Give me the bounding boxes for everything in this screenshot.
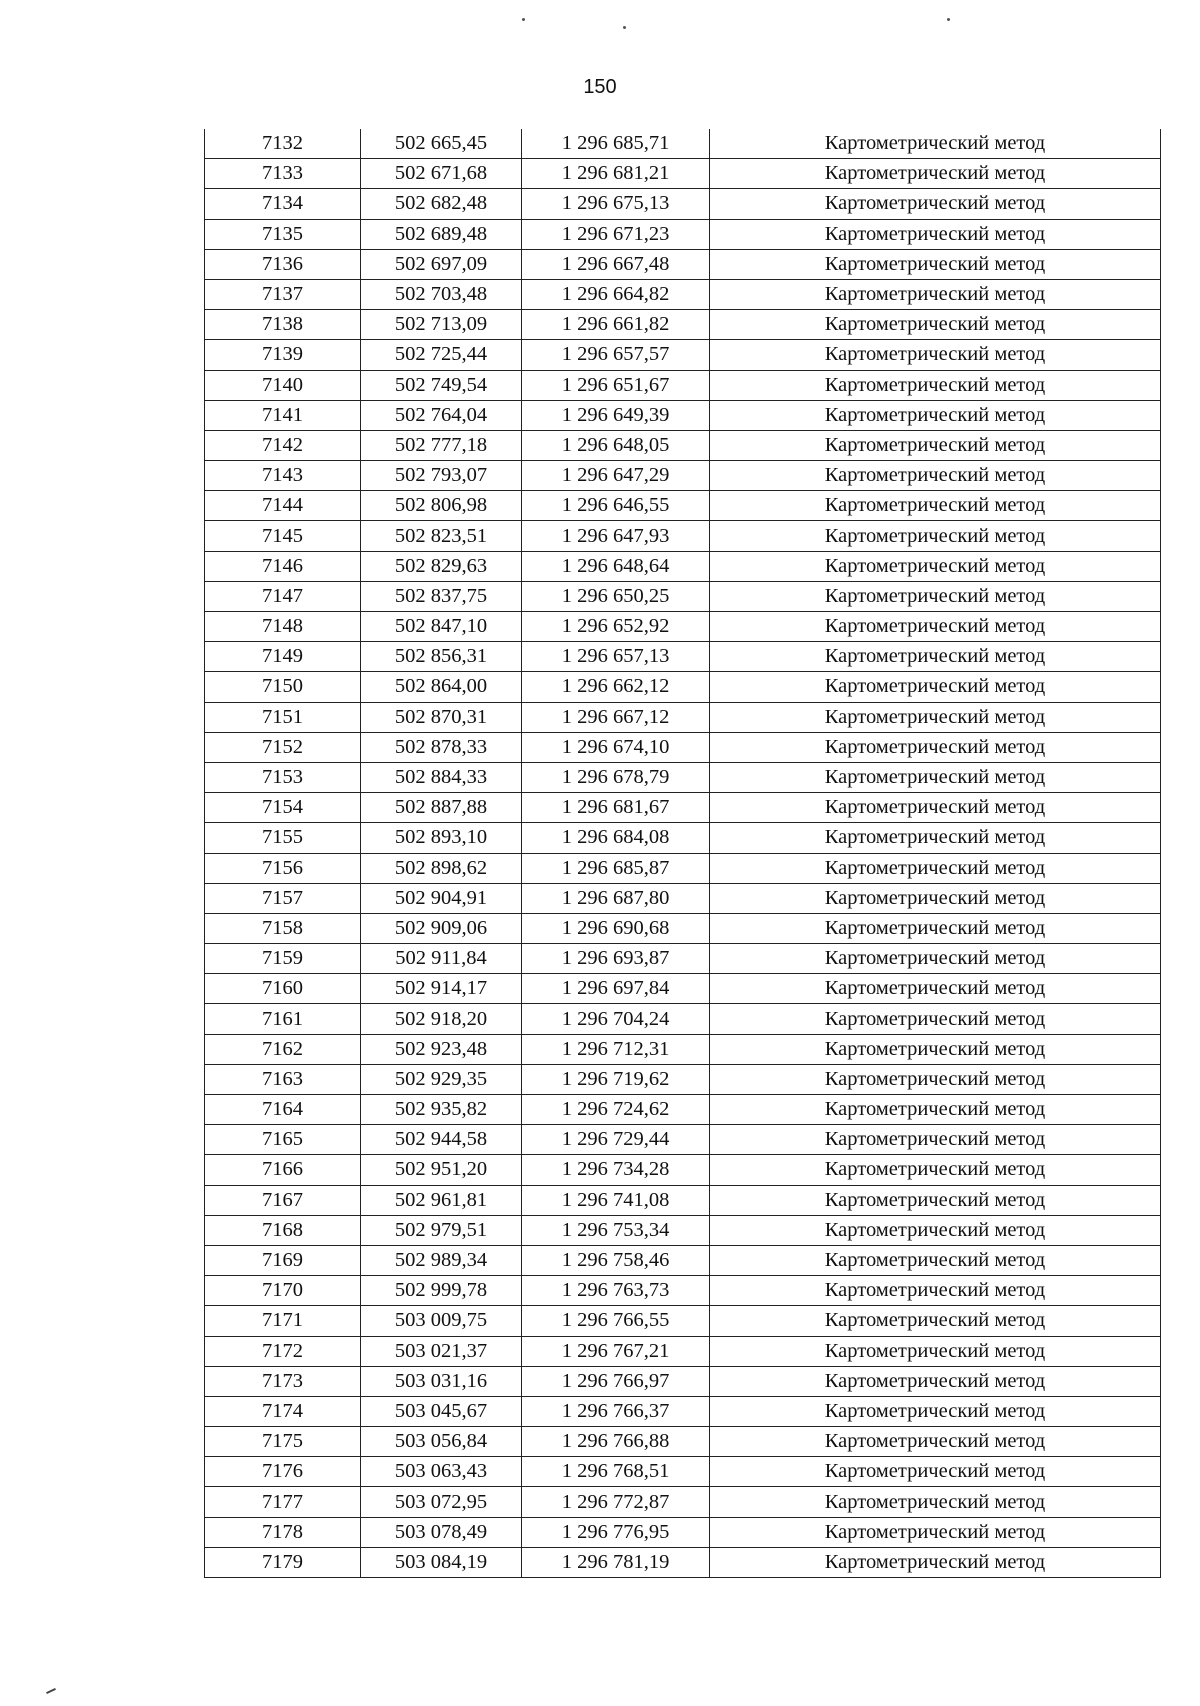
x-coordinate-cell: 502 887,88 — [361, 793, 522, 823]
table-row — [205, 340, 1161, 370]
point-number-cell: 7167 — [205, 1185, 361, 1215]
y-coordinate-cell: 1 296 766,97 — [522, 1366, 710, 1396]
y-coordinate-cell: 1 296 690,68 — [522, 913, 710, 943]
table-row — [205, 491, 1161, 521]
y-coordinate-cell: 1 296 647,29 — [522, 461, 710, 491]
y-coordinate-cell: 1 296 649,39 — [522, 400, 710, 430]
y-coordinate-cell: 1 296 651,67 — [522, 370, 710, 400]
method-cell: Картометрический метод — [710, 732, 1161, 762]
x-coordinate-cell: 503 021,37 — [361, 1336, 522, 1366]
x-coordinate-cell: 502 979,51 — [361, 1215, 522, 1245]
table-row — [205, 249, 1161, 279]
point-number-cell: 7136 — [205, 249, 361, 279]
x-coordinate-cell: 502 823,51 — [361, 521, 522, 551]
x-coordinate-cell: 502 749,54 — [361, 370, 522, 400]
table-row — [205, 1517, 1161, 1547]
table-row — [205, 1457, 1161, 1487]
table-row — [205, 732, 1161, 762]
y-coordinate-cell: 1 296 704,24 — [522, 1004, 710, 1034]
table-row — [205, 883, 1161, 913]
y-coordinate-cell: 1 296 681,21 — [522, 159, 710, 189]
y-coordinate-cell: 1 296 766,88 — [522, 1427, 710, 1457]
table-row — [205, 1306, 1161, 1336]
point-number-cell: 7141 — [205, 400, 361, 430]
point-number-cell: 7166 — [205, 1155, 361, 1185]
scan-artifact-dot — [623, 26, 626, 29]
y-coordinate-cell: 1 296 667,48 — [522, 249, 710, 279]
point-number-cell: 7165 — [205, 1125, 361, 1155]
y-coordinate-cell: 1 296 776,95 — [522, 1517, 710, 1547]
y-coordinate-cell: 1 296 767,21 — [522, 1336, 710, 1366]
point-number-cell: 7143 — [205, 461, 361, 491]
table-row — [205, 1276, 1161, 1306]
scan-artifact-dot — [947, 18, 950, 21]
y-coordinate-cell: 1 296 678,79 — [522, 762, 710, 792]
method-cell: Картометрический метод — [710, 1064, 1161, 1094]
table-row — [205, 1064, 1161, 1094]
x-coordinate-cell: 502 864,00 — [361, 672, 522, 702]
table-row — [205, 461, 1161, 491]
x-coordinate-cell: 502 935,82 — [361, 1095, 522, 1125]
x-coordinate-cell: 502 909,06 — [361, 913, 522, 943]
y-coordinate-cell: 1 296 772,87 — [522, 1487, 710, 1517]
x-coordinate-cell: 503 063,43 — [361, 1457, 522, 1487]
method-cell: Картометрический метод — [710, 279, 1161, 309]
table-row — [205, 189, 1161, 219]
x-coordinate-cell: 502 911,84 — [361, 944, 522, 974]
table-row — [205, 370, 1161, 400]
coordinates-table — [204, 129, 1161, 1578]
y-coordinate-cell: 1 296 647,93 — [522, 521, 710, 551]
y-coordinate-cell: 1 296 693,87 — [522, 944, 710, 974]
table-row — [205, 1034, 1161, 1064]
method-cell: Картометрический метод — [710, 702, 1161, 732]
method-cell: Картометрический метод — [710, 1547, 1161, 1577]
table-row — [205, 612, 1161, 642]
x-coordinate-cell: 502 725,44 — [361, 340, 522, 370]
y-coordinate-cell: 1 296 729,44 — [522, 1125, 710, 1155]
x-coordinate-cell: 502 829,63 — [361, 551, 522, 581]
table-row — [205, 1125, 1161, 1155]
table-row — [205, 944, 1161, 974]
table-row — [205, 1215, 1161, 1245]
method-cell: Картометрический метод — [710, 1487, 1161, 1517]
x-coordinate-cell: 502 671,68 — [361, 159, 522, 189]
method-cell: Картометрический метод — [710, 1004, 1161, 1034]
point-number-cell: 7132 — [205, 129, 361, 159]
x-coordinate-cell: 502 856,31 — [361, 642, 522, 672]
table-row — [205, 551, 1161, 581]
method-cell: Картометрический метод — [710, 944, 1161, 974]
point-number-cell: 7157 — [205, 883, 361, 913]
method-cell: Картометрический метод — [710, 974, 1161, 1004]
x-coordinate-cell: 502 898,62 — [361, 853, 522, 883]
table-row — [205, 1155, 1161, 1185]
page-number: 150 — [583, 76, 617, 98]
y-coordinate-cell: 1 296 766,37 — [522, 1396, 710, 1426]
x-coordinate-cell: 502 989,34 — [361, 1245, 522, 1275]
x-coordinate-cell: 502 682,48 — [361, 189, 522, 219]
y-coordinate-cell: 1 296 648,05 — [522, 430, 710, 460]
point-number-cell: 7172 — [205, 1336, 361, 1366]
x-coordinate-cell: 502 697,09 — [361, 249, 522, 279]
y-coordinate-cell: 1 296 712,31 — [522, 1034, 710, 1064]
point-number-cell: 7142 — [205, 430, 361, 460]
point-number-cell: 7156 — [205, 853, 361, 883]
x-coordinate-cell: 502 713,09 — [361, 310, 522, 340]
table-row — [205, 913, 1161, 943]
point-number-cell: 7171 — [205, 1306, 361, 1336]
y-coordinate-cell: 1 296 652,92 — [522, 612, 710, 642]
method-cell: Картометрический метод — [710, 1034, 1161, 1064]
point-number-cell: 7138 — [205, 310, 361, 340]
method-cell: Картометрический метод — [710, 642, 1161, 672]
y-coordinate-cell: 1 296 684,08 — [522, 823, 710, 853]
point-number-cell: 7168 — [205, 1215, 361, 1245]
y-coordinate-cell: 1 296 671,23 — [522, 219, 710, 249]
point-number-cell: 7150 — [205, 672, 361, 702]
method-cell: Картометрический метод — [710, 1276, 1161, 1306]
method-cell: Картометрический метод — [710, 1427, 1161, 1457]
point-number-cell: 7149 — [205, 642, 361, 672]
x-coordinate-cell: 502 764,04 — [361, 400, 522, 430]
table-row — [205, 793, 1161, 823]
point-number-cell: 7154 — [205, 793, 361, 823]
x-coordinate-cell: 503 084,19 — [361, 1547, 522, 1577]
table-row — [205, 1004, 1161, 1034]
x-coordinate-cell: 502 806,98 — [361, 491, 522, 521]
method-cell: Картометрический метод — [710, 249, 1161, 279]
point-number-cell: 7152 — [205, 732, 361, 762]
method-cell: Картометрический метод — [710, 1215, 1161, 1245]
x-coordinate-cell: 503 072,95 — [361, 1487, 522, 1517]
point-number-cell: 7155 — [205, 823, 361, 853]
method-cell: Картометрический метод — [710, 1155, 1161, 1185]
point-number-cell: 7133 — [205, 159, 361, 189]
point-number-cell: 7153 — [205, 762, 361, 792]
table-row — [205, 642, 1161, 672]
point-number-cell: 7162 — [205, 1034, 361, 1064]
point-number-cell: 7146 — [205, 551, 361, 581]
method-cell: Картометрический метод — [710, 340, 1161, 370]
x-coordinate-cell: 503 056,84 — [361, 1427, 522, 1457]
point-number-cell: 7163 — [205, 1064, 361, 1094]
x-coordinate-cell: 502 884,33 — [361, 762, 522, 792]
y-coordinate-cell: 1 296 657,57 — [522, 340, 710, 370]
y-coordinate-cell: 1 296 741,08 — [522, 1185, 710, 1215]
x-coordinate-cell: 502 777,18 — [361, 430, 522, 460]
y-coordinate-cell: 1 296 674,10 — [522, 732, 710, 762]
y-coordinate-cell: 1 296 685,71 — [522, 129, 710, 159]
method-cell: Картометрический метод — [710, 370, 1161, 400]
table-row — [205, 430, 1161, 460]
point-number-cell: 7177 — [205, 1487, 361, 1517]
method-cell: Картометрический метод — [710, 400, 1161, 430]
x-coordinate-cell: 502 904,91 — [361, 883, 522, 913]
method-cell: Картометрический метод — [710, 521, 1161, 551]
point-number-cell: 7178 — [205, 1517, 361, 1547]
method-cell: Картометрический метод — [710, 551, 1161, 581]
method-cell: Картометрический метод — [710, 219, 1161, 249]
point-number-cell: 7169 — [205, 1245, 361, 1275]
x-coordinate-cell: 502 951,20 — [361, 1155, 522, 1185]
table-row — [205, 1487, 1161, 1517]
point-number-cell: 7174 — [205, 1396, 361, 1426]
y-coordinate-cell: 1 296 781,19 — [522, 1547, 710, 1577]
y-coordinate-cell: 1 296 675,13 — [522, 189, 710, 219]
method-cell: Картометрический метод — [710, 1396, 1161, 1426]
table-row — [205, 702, 1161, 732]
x-coordinate-cell: 503 078,49 — [361, 1517, 522, 1547]
method-cell: Картометрический метод — [710, 1517, 1161, 1547]
y-coordinate-cell: 1 296 664,82 — [522, 279, 710, 309]
point-number-cell: 7137 — [205, 279, 361, 309]
method-cell: Картометрический метод — [710, 823, 1161, 853]
x-coordinate-cell: 502 914,17 — [361, 974, 522, 1004]
x-coordinate-cell: 502 847,10 — [361, 612, 522, 642]
x-coordinate-cell: 502 793,07 — [361, 461, 522, 491]
method-cell: Картометрический метод — [710, 672, 1161, 702]
point-number-cell: 7140 — [205, 370, 361, 400]
table-row — [205, 219, 1161, 249]
x-coordinate-cell: 503 031,16 — [361, 1366, 522, 1396]
table-row — [205, 853, 1161, 883]
table-row — [205, 159, 1161, 189]
method-cell: Картометрический метод — [710, 762, 1161, 792]
method-cell: Картометрический метод — [710, 159, 1161, 189]
method-cell: Картометрический метод — [710, 913, 1161, 943]
table-row — [205, 1185, 1161, 1215]
scan-artifact-mark — [46, 1688, 56, 1694]
table-row — [205, 1427, 1161, 1457]
table-row — [205, 129, 1161, 159]
x-coordinate-cell: 502 703,48 — [361, 279, 522, 309]
table-row — [205, 974, 1161, 1004]
method-cell: Картометрический метод — [710, 1125, 1161, 1155]
method-cell: Картометрический метод — [710, 793, 1161, 823]
method-cell: Картометрический метод — [710, 430, 1161, 460]
y-coordinate-cell: 1 296 687,80 — [522, 883, 710, 913]
method-cell: Картометрический метод — [710, 1336, 1161, 1366]
y-coordinate-cell: 1 296 648,64 — [522, 551, 710, 581]
table-row — [205, 823, 1161, 853]
y-coordinate-cell: 1 296 734,28 — [522, 1155, 710, 1185]
y-coordinate-cell: 1 296 719,62 — [522, 1064, 710, 1094]
y-coordinate-cell: 1 296 667,12 — [522, 702, 710, 732]
method-cell: Картометрический метод — [710, 581, 1161, 611]
method-cell: Картометрический метод — [710, 1457, 1161, 1487]
point-number-cell: 7176 — [205, 1457, 361, 1487]
point-number-cell: 7175 — [205, 1427, 361, 1457]
coordinates-table-body — [205, 129, 1161, 1578]
x-coordinate-cell: 502 918,20 — [361, 1004, 522, 1034]
x-coordinate-cell: 502 944,58 — [361, 1125, 522, 1155]
table-row — [205, 310, 1161, 340]
table-row — [205, 400, 1161, 430]
method-cell: Картометрический метод — [710, 1245, 1161, 1275]
y-coordinate-cell: 1 296 661,82 — [522, 310, 710, 340]
x-coordinate-cell: 503 009,75 — [361, 1306, 522, 1336]
x-coordinate-cell: 502 999,78 — [361, 1276, 522, 1306]
method-cell: Картометрический метод — [710, 1185, 1161, 1215]
method-cell: Картометрический метод — [710, 491, 1161, 521]
point-number-cell: 7158 — [205, 913, 361, 943]
table-row — [205, 1245, 1161, 1275]
table-row — [205, 672, 1161, 702]
table-row — [205, 1547, 1161, 1577]
point-number-cell: 7148 — [205, 612, 361, 642]
x-coordinate-cell: 502 878,33 — [361, 732, 522, 762]
table-row — [205, 1366, 1161, 1396]
scan-artifact-dot — [522, 18, 525, 21]
x-coordinate-cell: 502 923,48 — [361, 1034, 522, 1064]
point-number-cell: 7139 — [205, 340, 361, 370]
point-number-cell: 7179 — [205, 1547, 361, 1577]
x-coordinate-cell: 502 961,81 — [361, 1185, 522, 1215]
method-cell: Картометрический метод — [710, 883, 1161, 913]
y-coordinate-cell: 1 296 753,34 — [522, 1215, 710, 1245]
table-row — [205, 521, 1161, 551]
table-row — [205, 279, 1161, 309]
point-number-cell: 7161 — [205, 1004, 361, 1034]
y-coordinate-cell: 1 296 758,46 — [522, 1245, 710, 1275]
table-row — [205, 1336, 1161, 1366]
x-coordinate-cell: 502 837,75 — [361, 581, 522, 611]
y-coordinate-cell: 1 296 646,55 — [522, 491, 710, 521]
method-cell: Картометрический метод — [710, 461, 1161, 491]
method-cell: Картометрический метод — [710, 129, 1161, 159]
y-coordinate-cell: 1 296 763,73 — [522, 1276, 710, 1306]
point-number-cell: 7151 — [205, 702, 361, 732]
point-number-cell: 7135 — [205, 219, 361, 249]
point-number-cell: 7170 — [205, 1276, 361, 1306]
point-number-cell: 7145 — [205, 521, 361, 551]
x-coordinate-cell: 502 689,48 — [361, 219, 522, 249]
x-coordinate-cell: 502 665,45 — [361, 129, 522, 159]
y-coordinate-cell: 1 296 650,25 — [522, 581, 710, 611]
method-cell: Картометрический метод — [710, 1366, 1161, 1396]
method-cell: Картометрический метод — [710, 612, 1161, 642]
table-row — [205, 762, 1161, 792]
table-row — [205, 1095, 1161, 1125]
x-coordinate-cell: 502 929,35 — [361, 1064, 522, 1094]
method-cell: Картометрический метод — [710, 1306, 1161, 1336]
point-number-cell: 7144 — [205, 491, 361, 521]
method-cell: Картометрический метод — [710, 189, 1161, 219]
point-number-cell: 7134 — [205, 189, 361, 219]
point-number-cell: 7164 — [205, 1095, 361, 1125]
point-number-cell: 7173 — [205, 1366, 361, 1396]
y-coordinate-cell: 1 296 657,13 — [522, 642, 710, 672]
y-coordinate-cell: 1 296 697,84 — [522, 974, 710, 1004]
table-row — [205, 581, 1161, 611]
y-coordinate-cell: 1 296 662,12 — [522, 672, 710, 702]
point-number-cell: 7147 — [205, 581, 361, 611]
method-cell: Картометрический метод — [710, 1095, 1161, 1125]
point-number-cell: 7160 — [205, 974, 361, 1004]
method-cell: Картометрический метод — [710, 310, 1161, 340]
y-coordinate-cell: 1 296 685,87 — [522, 853, 710, 883]
y-coordinate-cell: 1 296 681,67 — [522, 793, 710, 823]
y-coordinate-cell: 1 296 768,51 — [522, 1457, 710, 1487]
point-number-cell: 7159 — [205, 944, 361, 974]
x-coordinate-cell: 503 045,67 — [361, 1396, 522, 1426]
method-cell: Картометрический метод — [710, 853, 1161, 883]
x-coordinate-cell: 502 893,10 — [361, 823, 522, 853]
x-coordinate-cell: 502 870,31 — [361, 702, 522, 732]
y-coordinate-cell: 1 296 766,55 — [522, 1306, 710, 1336]
table-row — [205, 1396, 1161, 1426]
y-coordinate-cell: 1 296 724,62 — [522, 1095, 710, 1125]
